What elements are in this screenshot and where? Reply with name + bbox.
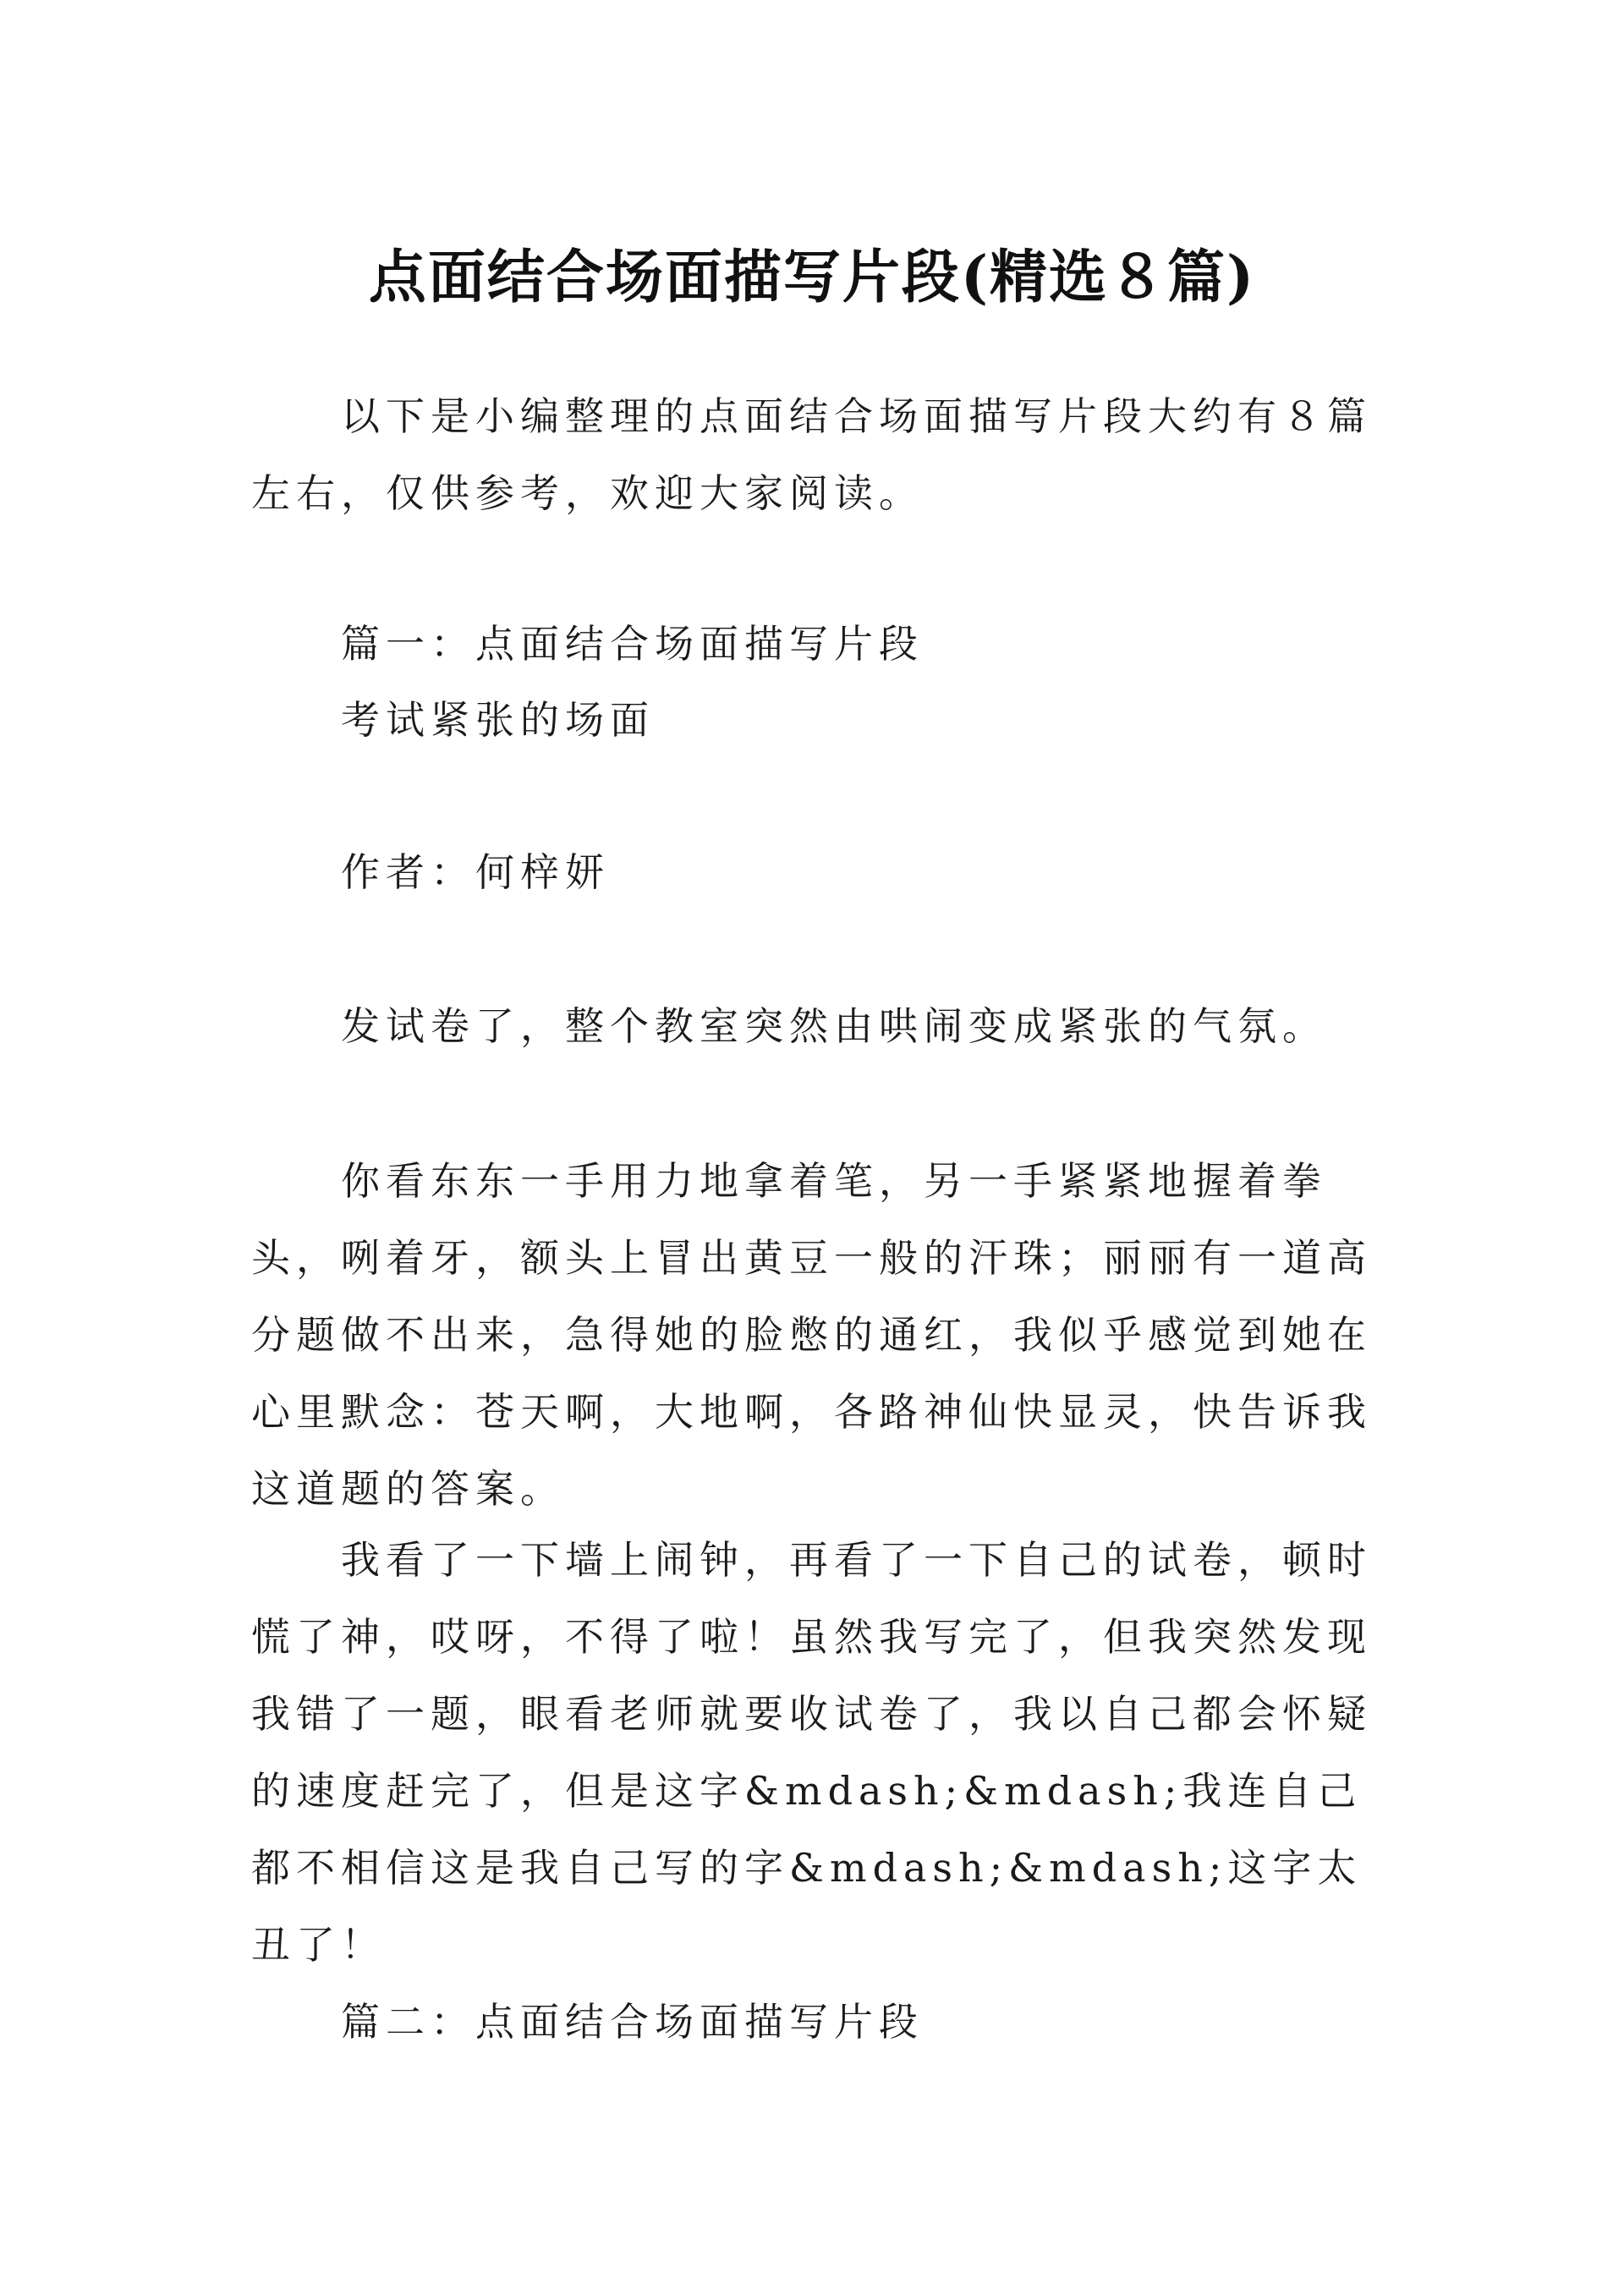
section-1-heading: 篇一：点面结合场面描写片段 [341,621,924,667]
paragraph-2: 你看东东一手用力地拿着笔，另一手紧紧地握着拳头，咧着牙，额头上冒出黄豆一般的汗珠；丽丽有一道高分题做不出来，急得她的脸憋的通红，我似乎感觉到她在心里默念：苍天啊，大地啊，各路神仙快显灵，快告诉我这道题的答案。 [251,1158,1372,1512]
paragraph-1: 发试卷了，整个教室突然由哄闹变成紧张的气氛。 [341,1003,1327,1049]
paragraph-3: 我看了一下墙上闹钟，再看了一下自己的试卷，顿时慌了神，哎呀，不得了啦！虽然我写完了，但我突然发现我错了一题，眼看老师就要收试卷了，我以自己都会怀疑的速度赶完了，但是这字&mdash;&mdash;我连自己都不相信这是我自己写的字&mdash;&mdash;这字太丑了！ [251,1537,1372,1968]
page-title: 点面结合场面描写片段(精选８篇) [368,243,1256,311]
section-2-heading: 篇二：点面结合场面描写片段 [341,1999,924,2045]
author-line: 作者：何梓妍 [341,849,610,895]
section-1-subtitle: 考试紧张的场面 [341,697,655,743]
intro-paragraph: 以下是小编整理的点面结合场面描写片段大约有８篇左右，仅供参考，欢迎大家阅读。 [251,393,1372,516]
